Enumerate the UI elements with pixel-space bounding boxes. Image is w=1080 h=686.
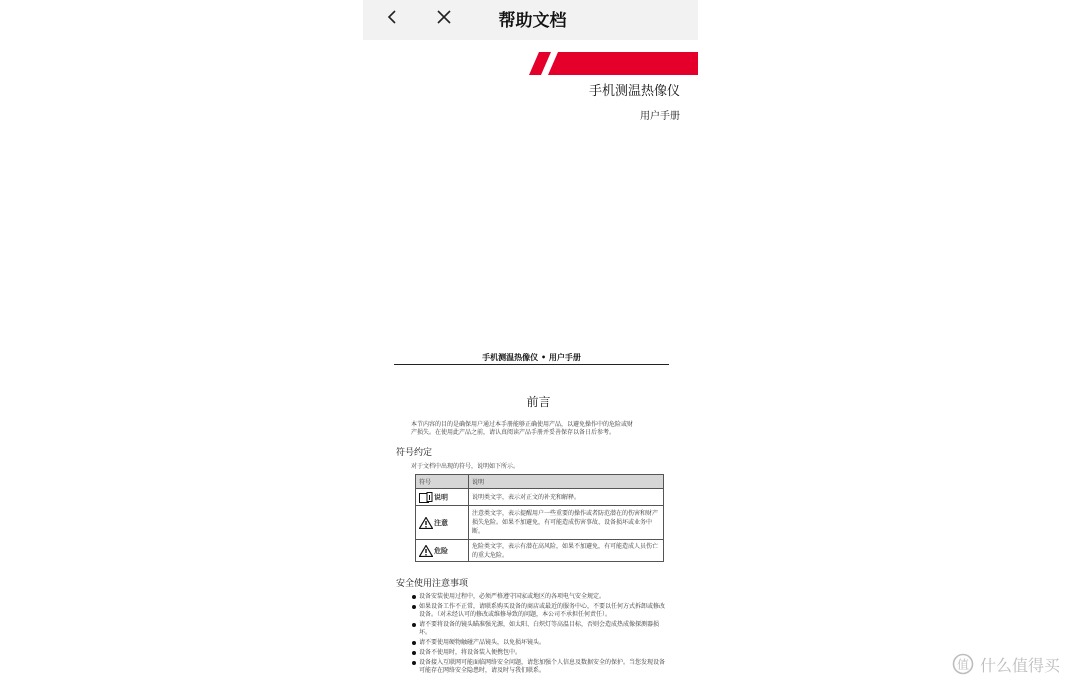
danger-triangle-icon [419,545,433,557]
safety-list [411,593,669,677]
symbol-cell [416,489,469,506]
intro-line: 本节内容的目的是确保用户通过本手册能够正确使用产品，以避免操作中的危险或财 [411,421,634,428]
symbol-label: 注意 [434,517,448,527]
warning-triangle-icon [419,517,433,529]
intro-paragraph [411,421,667,437]
page-header: 手机测温热像仪 • 用户手册 [482,353,581,362]
list-item: 请不要使用硬物触碰产品镜头，以免损坏镜头。 [411,639,669,647]
symbols-heading: 符号约定 [396,448,433,458]
table-header: 符号 [416,475,469,489]
cover-subtitle: 用户手册 [640,111,680,122]
svg-text:值: 值 [956,657,970,672]
symbol-label: 危险 [434,545,448,555]
top-navigation-bar [363,0,698,40]
cover-title: 手机测温热像仪 [588,84,680,99]
smzdm-logo-icon [952,653,974,675]
symbols-note: 对于文档中出现的符号，说明如下所示。 [411,463,520,470]
symbol-description: 注意类文字，表示提醒用户一些重要的操作或者防范潜在的伤害和财产损失危险。如果不加避免，有可能造成伤害事故、设备损坏或业务中断。 [469,506,664,540]
symbol-description: 危险类文字，表示有潜在高风险，如果不加避免，有可能造成人员伤亡的重大危险。 [469,540,664,562]
document-viewer [363,0,698,686]
symbols-table [415,474,664,562]
safety-heading: 安全使用注意事项 [396,579,469,589]
watermark [952,652,1060,676]
section-title: 前言 [526,395,551,409]
page-title: 帮助文档 [498,11,567,31]
list-item: 设备安装使用过程中，必须严格遵守国家或地区的各项电气安全规定。 [411,593,669,601]
symbol-label: 说明 [434,492,448,501]
list-item: 请不要将设备的镜头瞄准强光源，如太阳、白炽灯等高温目标，否则会造成热成像探测器损坏。 [411,621,669,637]
table-header: 说明 [469,475,664,489]
table-header-row [416,475,664,489]
list-item: 设备不使用时，将设备装入便携包中。 [411,649,669,657]
table-row [416,489,664,506]
list-item: 设备接入互联网可能面临网络安全问题，请您加强个人信息及数据安全的保护。当您发现设备可能存在网络安全隐患时，请及时与我们联系。 [411,659,669,675]
header-divider [394,364,669,365]
brand-banner [529,52,698,75]
table-row [416,540,664,562]
symbol-description: 说明类文字，表示对正文的补充和解释。 [469,489,664,506]
intro-line: 产损失。在使用此产品之前，请认真阅读产品手册并妥善保存以备日后参考。 [411,429,616,436]
symbol-cell [416,540,469,562]
list-item: 如果设备工作不正常，请联系购买设备的商店或最近的服务中心，不要以任何方式拆卸或修改设备。（对未经认可的修改或维修导致的问题，本公司不承担任何责任）。 [411,603,669,619]
table-row [416,506,664,540]
note-book-icon [419,492,433,503]
symbol-cell [416,506,469,540]
watermark-text: 什么值得买 [980,655,1061,675]
